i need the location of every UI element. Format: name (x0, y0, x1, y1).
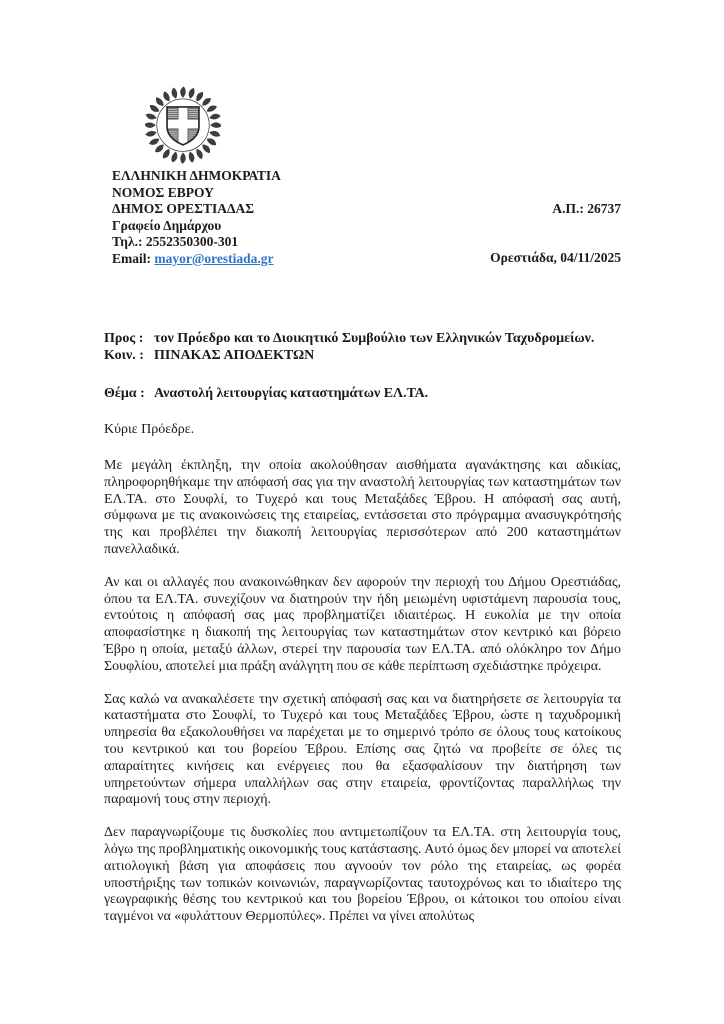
salutation: Κύριε Πρόεδρε. (104, 422, 195, 437)
email-link[interactable]: mayor@orestiada.gr (154, 250, 274, 266)
municipality-title: ΔΗΜΟΣ ΟΡΕΣΤΙΑΔΑΣ (112, 201, 255, 216)
to-label: Προς : (104, 331, 144, 346)
letterhead (104, 84, 621, 267)
recipient-to-line (104, 330, 621, 347)
body-paragraph: Δεν παραγνωρίζουμε τις δυσκολίες που αντιμετωπίζουν τα ΕΛ.ΤΑ. στη λειτουργία τους, λόγω της προβληματικής οικονομικής τους κατάστασης. Αυτό όμως δεν μπορεί να αποτελεί αιτιολογική βάση για αποφάσεις που αγνοούν τον ρόλο της εταιρείας, ως φορέα υποστήριξης των τοπικών κοινωνιών, παραγνωρίζοντας ταυτοχρόνως και το ιδιαίτερο της γεωγραφικής θέσης του κεντρικού και του βορείου Έβρου, οι κάτοικοι του οποίου είναι ταγμένοι να «φυλάττουν Θερμοπύλες». Πρέπει να γίνει απολύτως (104, 825, 621, 925)
recipient-cc-line (104, 347, 621, 364)
subject-value: Αναστολή λειτουργίας καταστημάτων ΕΛ.ΤΑ. (154, 386, 429, 401)
place-date: Ορεστιάδα, 04/11/2025 (490, 250, 621, 265)
subject-line (104, 385, 621, 402)
office-title: Γραφείο Δημάρχου (112, 217, 222, 233)
greek-coat-of-arms-icon (145, 84, 221, 164)
to-value: τον Πρόεδρο και το Διοικητικό Συμβούλιο των Ελληνικών Ταχυδρομείων. (154, 331, 595, 346)
protocol-number: Α.Π.: 26737 (552, 201, 621, 216)
body-paragraph: Αν και οι αλλαγές που ανακοινώθηκαν δεν αφορούν την περιοχή του Δήμου Ορεστιάδας, όπου τα ΕΛ.ΤΑ. συνεχίζουν να διατηρούν την ήδη μειωμένη υφιστάμενη παρουσία τους, εντούτοις η απόφασή σας μας προβληματίζει ιδιαιτέρως. Η ευκολία με την οποία αποφασίστηκε η διακοπή της λειτουργίας των καταστημάτων στον κεντρικό και βόρειο Έβρο η οποία, μεταξύ άλλων, στερεί την παρουσία των ΕΛ.ΤΑ. από ολόκληρο τον Δήμο Σουφλίου, αποτελεί μια πράξη ανάλγητη που σε κάθε περίπτωση σχεδιάστηκε πρόχειρα. (104, 574, 621, 674)
body-paragraph: Σας καλώ να ανακαλέσετε την σχετική απόφασή σας και να διατηρήσετε σε λειτουργία τα καταστήματα στο Σουφλί, το Τυχερό και τους Μεταξάδες Έβρου, ώστε η ταχυδρομική υπηρεσία θα εξακολουθήσει να παρέχεται με το σημερινό τρόπο σε όλους τους κατοίκους του κεντρικού και του βορείου Έβρου. Επίσης σας ζητώ να προβείτε σε όλες τις απαραίτητες κινήσεις και ενέργειες που θα εξασφαλίσουν την διατήρηση των υπηρετούντων σήμερα υπαλλήλων σας στην εταιρεία, φροντίζοντας παραλλήλως την παραμονή τους στην περιοχή. (104, 691, 621, 808)
sender-block (112, 168, 621, 267)
cc-value: ΠΙΝΑΚΑΣ ΑΠΟΔΕΚΤΩΝ (154, 348, 315, 363)
email-label: Email: (112, 250, 151, 266)
body-paragraph: Με μεγάλη έκπληξη, την οποία ακολούθησαν αισθήματα αγανάκτησης και αδικίας, πληροφορηθήκαμε την απόφασή σας για την αναστολή λειτουργίας των καταστημάτων των ΕΛ.ΤΑ. στο Σουφλί, το Τυχερό και τους Μεταξάδες Έβρου. Η απόφασή σας αυτή, σύμφωνα με τις ανακοινώσεις της εταιρείας, εντάσσεται στο πρόγραμμα ανασυγκρότησής της και προβλέπει την διακοπή λειτουργίας περισσότερων από 200 καταστημάτων πανελλαδικά. (104, 458, 621, 557)
letter-body (104, 458, 621, 926)
subject-label: Θέμα : (104, 386, 145, 401)
phone-line: Τηλ.: 2552350300-301 (112, 234, 239, 249)
republic-title: ΕΛΛΗΝΙΚΗ ΔΗΜΟΚΡΑΤΙΑ (112, 168, 281, 183)
cc-label: Κοιν. : (104, 348, 144, 363)
recipient-block (104, 330, 621, 364)
prefecture-title: ΝΟΜΟΣ ΕΒΡΟΥ (112, 184, 214, 200)
